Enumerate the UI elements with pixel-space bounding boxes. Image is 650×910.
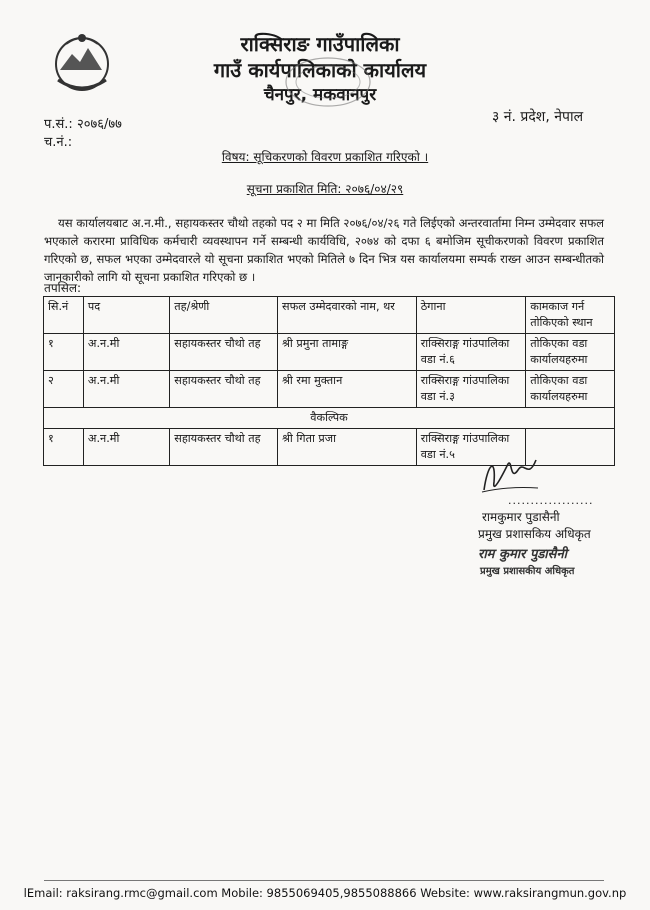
notice-date-line — [0, 180, 650, 197]
dispatch-number: च.नं.: — [44, 135, 73, 150]
cell-post: अ.न.मी — [83, 429, 169, 466]
alternate-header-row — [44, 408, 615, 429]
notice-date-text: सूचना प्रकाशित मिति: २०७६/०४/२९ — [246, 182, 404, 196]
cell-workplace: तोकिएका वडा कार्यालयहरुमा — [526, 371, 615, 408]
name-stamp: राम कुमार पुडासैनी — [478, 547, 568, 562]
cell-sn: २ — [44, 371, 84, 408]
table-row — [44, 334, 615, 371]
cell-address: राक्सिराङ्ग गांउपालिका वडा नं.३ — [416, 371, 526, 408]
office-stamp — [278, 52, 378, 122]
cell-address: राक्सिराङ्ग गांउपालिका वडा नं.५ — [416, 429, 526, 466]
col-header-sn: सि.नं — [44, 297, 84, 334]
table-header-row — [44, 297, 615, 334]
cell-post: अ.न.मी — [83, 334, 169, 371]
cell-workplace: तोकिएका वडा कार्यालयहरुमा — [526, 334, 615, 371]
notice-body: यस कार्यालयबाट अ.न.मी., सहायकस्तर चौथो तहको पद २ मा मिति २०७६/०४/२६ गते लिईएको अन्तरवार्तामा निम्न उम्मेदवार सफल भएकाले करारमा प्राविधिक कर्मचारी व्यवस्थापन गर्ने सम्बन्धी कार्यविधि, २०७४ को दफा ६ बमोजिम सूचीकरणको विवरण प्रकाशित गरिएको छ, सफल भएका उम्मेदवारले यो सूचना प्रकाशित भएको मितिले ७ दिन भित्र यस कार्यालयमा सम्पर्क राख्न आउन सम्बन्धीतको जानकारीको लागि यो सूचना प्रकाशित गरिएको छ । — [44, 216, 604, 284]
header-municipality: राक्सिराङ गाउँपालिका — [240, 32, 400, 56]
footer-divider — [44, 880, 604, 881]
cell-level: सहायकस्तर चौथो तह — [170, 334, 278, 371]
cell-address: राक्सिराङ्ग गांउपालिका वडा नं.६ — [416, 334, 526, 371]
subject-text: विषय: सूचिकरणको विवरण प्रकाशित गरिएको । — [221, 150, 429, 164]
subject-line — [0, 148, 650, 165]
title-stamp: प्रमुख प्रशासकीय अधिकृत — [480, 566, 575, 577]
cell-name: श्री प्रमुना तामाङ्ग — [278, 334, 417, 371]
cell-sn: १ — [44, 334, 84, 371]
header-location: चैनपुर, मकवानपुर — [263, 85, 377, 105]
col-header-name: सफल उम्मेदवारको नाम, थर — [278, 297, 417, 334]
signature-line: ................... — [508, 494, 594, 507]
nepal-emblem-logo — [46, 30, 118, 96]
table-row — [44, 371, 615, 408]
cell-post: अ.न.मी — [83, 371, 169, 408]
candidates-table — [43, 296, 615, 466]
col-header-workplace: कामकाज गर्न तोकिएको स्थान — [526, 297, 615, 334]
footer-contact: lEmail: raksirang.rmc@gmail.com Mobile: 9855069405,9855088866 Website: www.raksirangmun.gov.np — [23, 886, 627, 900]
cell-name: श्री रमा मुक्तान — [278, 371, 417, 408]
signatory-name: रामकुमार पुडासैनी — [482, 510, 560, 524]
cell-sn: १ — [44, 429, 84, 466]
cell-name: श्री गिता प्रजा — [278, 429, 417, 466]
signatory-title: प्रमुख प्रशासकिय अधिकृत — [478, 527, 591, 541]
col-header-post: पद — [83, 297, 169, 334]
province-label: ३ नं. प्रदेश, नेपाल — [492, 109, 584, 125]
col-header-address: ठेगाना — [416, 297, 526, 334]
cell-level: सहायकस्तर चौथो तह — [170, 429, 278, 466]
col-header-level: तह/श्रेणी — [170, 297, 278, 334]
header-office: गाउँ कार्यपालिकाको कार्यालय — [213, 58, 427, 82]
details-label: तपसिल: — [44, 281, 82, 295]
alternate-label: वैकल्पिक — [44, 408, 615, 429]
cell-level: सहायकस्तर चौथो तह — [170, 371, 278, 408]
reference-number: प.सं.: २०७६/७७ — [44, 117, 122, 132]
handwritten-signature — [478, 452, 542, 498]
